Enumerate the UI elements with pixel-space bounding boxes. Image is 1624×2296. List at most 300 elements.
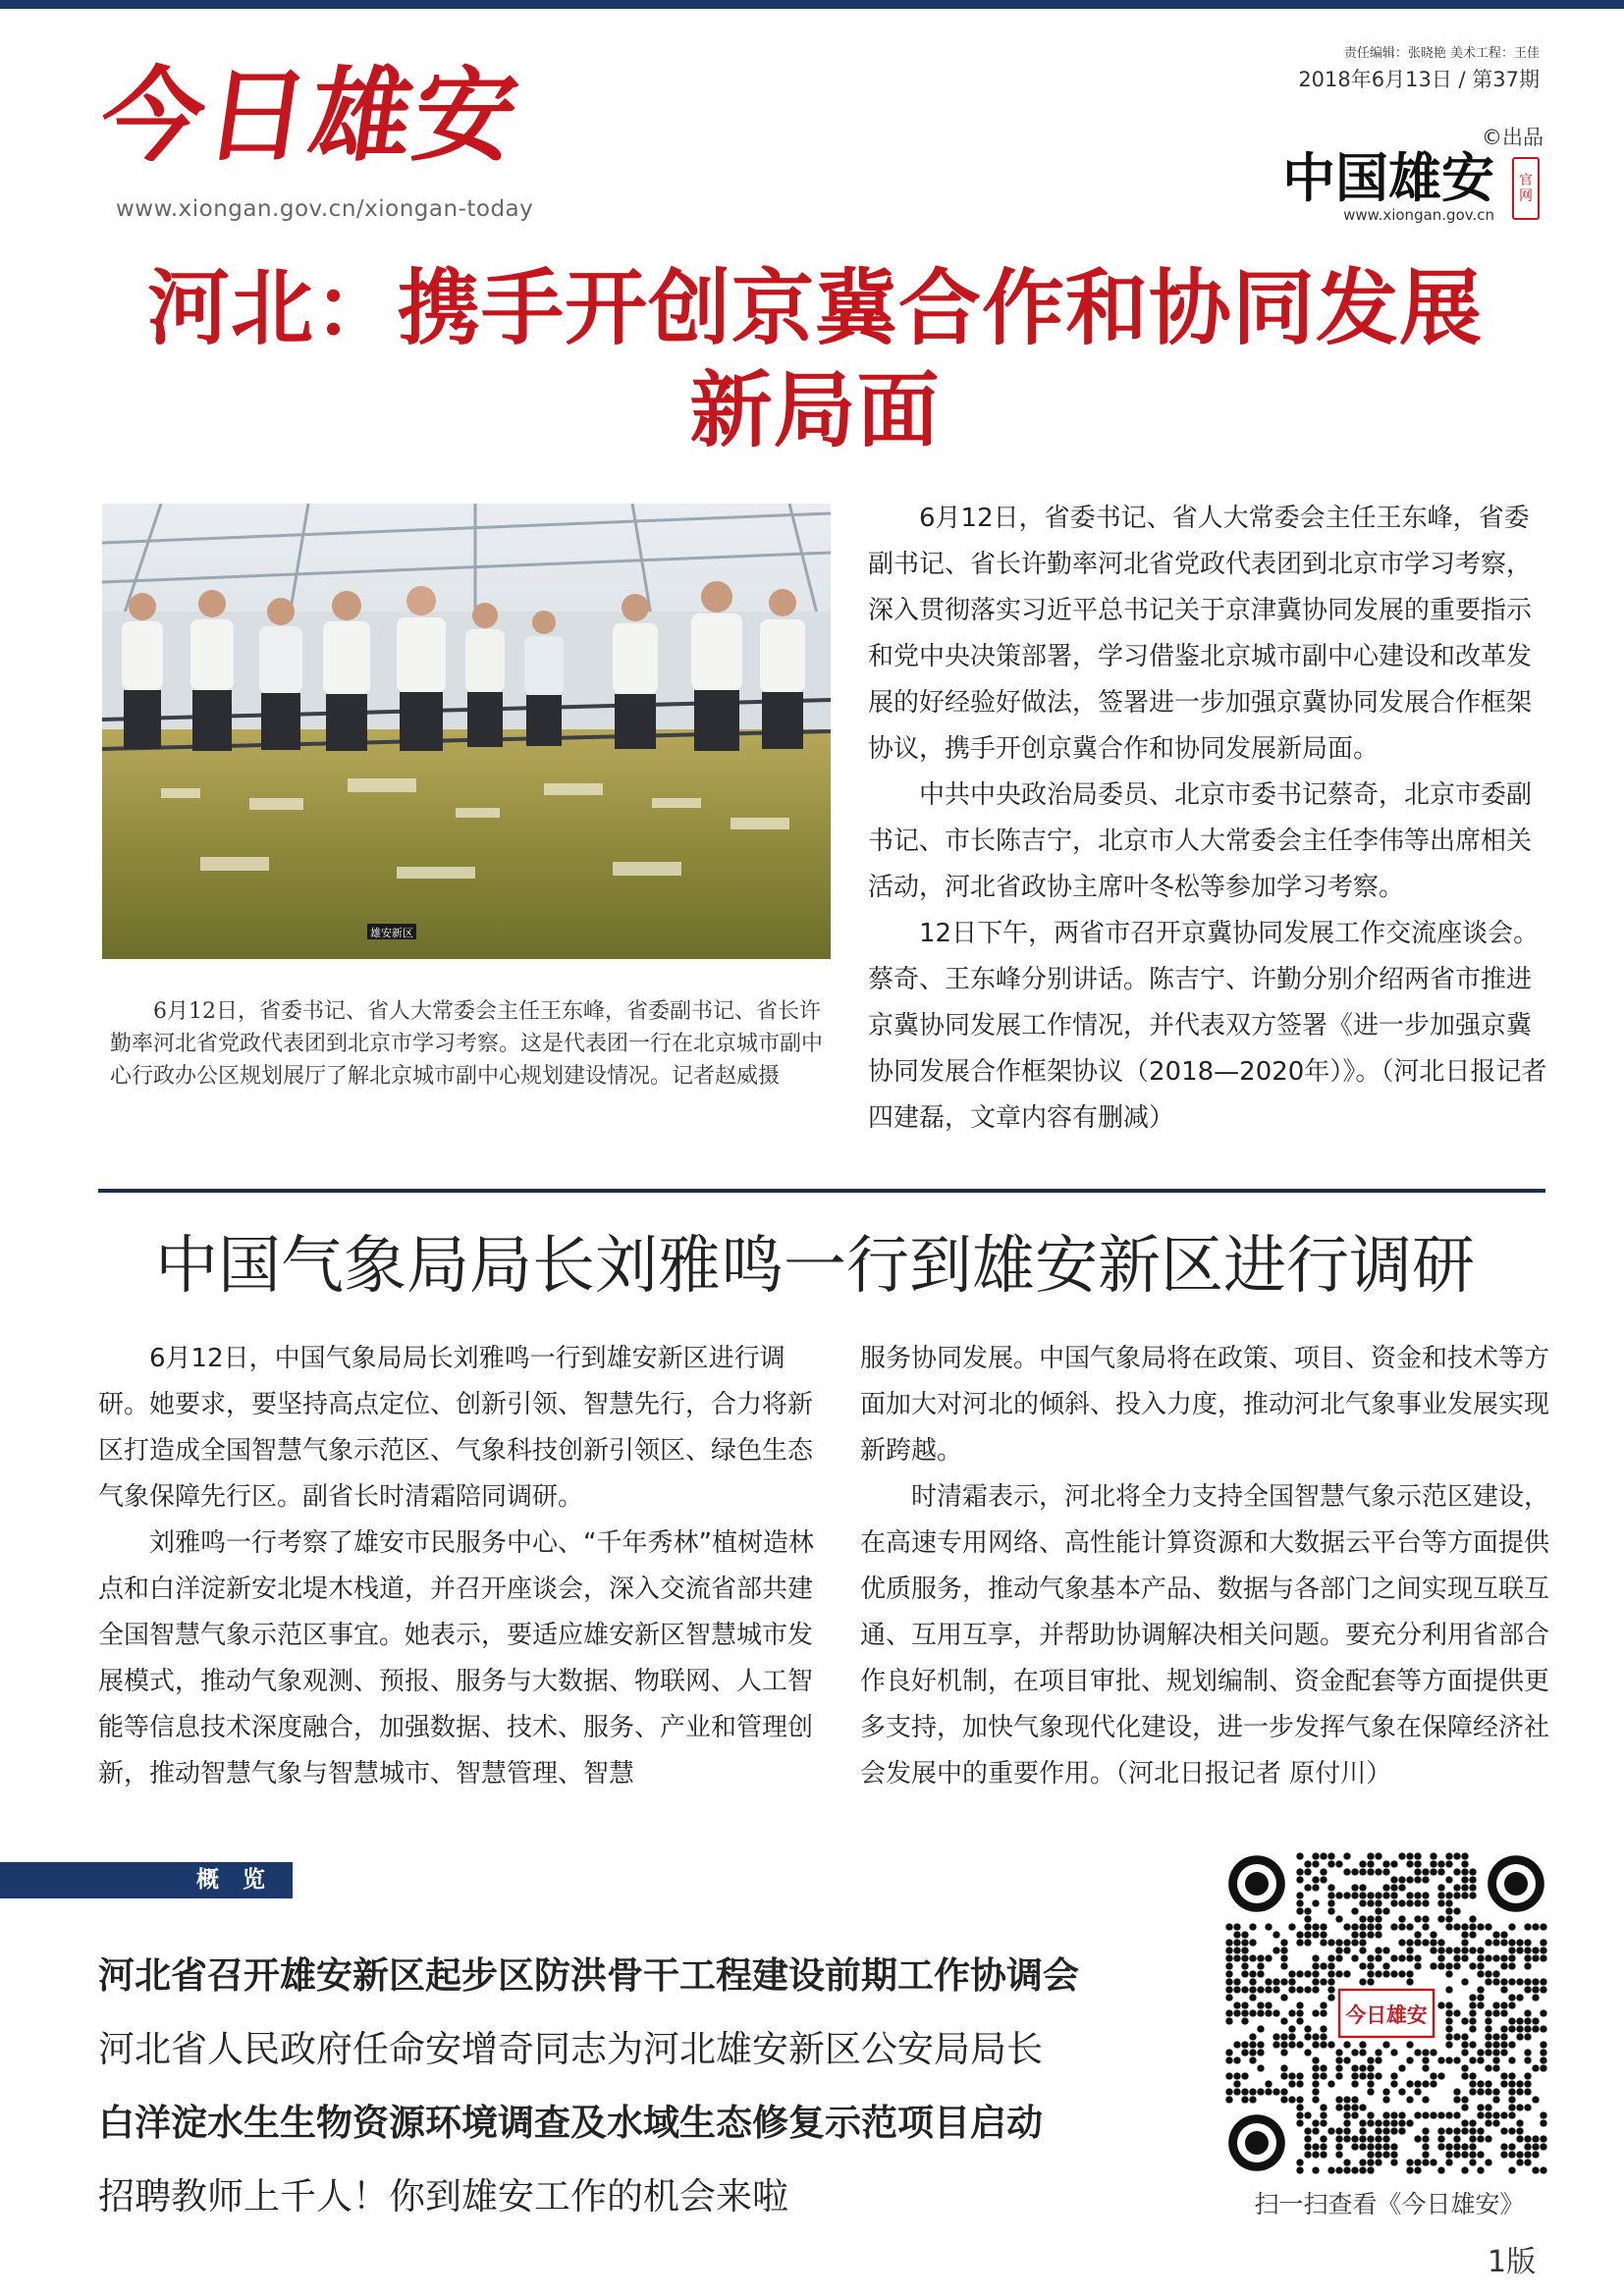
qr-module: [1225, 2017, 1232, 2024]
qr-module: [1359, 1884, 1366, 1891]
qr-module: [1516, 2127, 1523, 2134]
qr-module: [1335, 1939, 1342, 1946]
qr-module: [1532, 2017, 1539, 2024]
qr-module: [1524, 1978, 1531, 1985]
qr-module: [1335, 2096, 1342, 2103]
qr-module: [1225, 2009, 1232, 2016]
qr-module: [1461, 1852, 1468, 1859]
qr-module: [1398, 1884, 1405, 1891]
qr-module: [1398, 2119, 1405, 2126]
qr-module: [1320, 1923, 1326, 1930]
qr-module: [1367, 1923, 1374, 1930]
qr-module: [1265, 1986, 1272, 1993]
qr-module: [1304, 1868, 1311, 1875]
article1-paragraph-3: 12日下午，两省市召开京冀协同发展工作交流座谈会。蔡奇、王东峰分别讲话。陈吉宁、许勤分别介绍两省市推进京冀协同发展工作情况，并代表双方签署《进一步加强京冀协同发展合作框架协议（2018—2020年）》。（河北日报记者 四建磊，文章内容有删减）: [868, 919, 1547, 1133]
qr-module: [1359, 2049, 1366, 2056]
qr-module: [1312, 2143, 1319, 2150]
qr-module: [1437, 1947, 1444, 1953]
qr-module: [1225, 1986, 1232, 1993]
qr-module: [1492, 2088, 1499, 2095]
qr-module: [1532, 2025, 1539, 2032]
qr-module: [1288, 1923, 1295, 1930]
qr-module: [1272, 2009, 1279, 2016]
qr-module: [1508, 2056, 1515, 2063]
qr-module: [1469, 2041, 1476, 2048]
qr-module: [1390, 2143, 1397, 2150]
qr-module: [1265, 2088, 1272, 2095]
qr-module: [1233, 1947, 1240, 1953]
qr-module: [1437, 2166, 1444, 2173]
qr-module: [1367, 2080, 1374, 2087]
qr-module: [1540, 1923, 1546, 1930]
qr-module: [1257, 2049, 1264, 2056]
overview-item[interactable]: 招聘教师上千人！你到雄安工作的机会来啦: [98, 2175, 788, 2217]
qr-module: [1225, 1923, 1232, 1930]
qr-module: [1540, 1986, 1546, 1993]
qr-module: [1359, 1939, 1366, 1946]
qr-caption: 扫一扫查看《今日雄安》: [1254, 2190, 1525, 2218]
qr-module: [1351, 1868, 1358, 1875]
qr-module: [1249, 2088, 1256, 2095]
qr-module: [1359, 2104, 1366, 2110]
qr-module: [1327, 2127, 1334, 2134]
qr-module: [1477, 1923, 1484, 1930]
qr-module: [1422, 2111, 1429, 2118]
qr-module: [1225, 2096, 1232, 2103]
qr-module: [1343, 2041, 1350, 2048]
qr-module: [1398, 2064, 1405, 2071]
qr-module: [1327, 2166, 1334, 2173]
qr-module: [1375, 2056, 1381, 2063]
qr-module: [1492, 1970, 1499, 1977]
article1-headline: [59, 257, 1571, 461]
publisher-url[interactable]: www.xiongan.gov.cn: [1343, 206, 1494, 224]
qr-module: [1390, 2080, 1397, 2087]
qr-module: [1280, 1978, 1287, 1985]
qr-module: [1327, 1939, 1334, 1946]
qr-module: [1485, 1939, 1491, 1946]
qr-module: [1524, 2072, 1531, 2079]
qr-module: [1265, 2009, 1272, 2016]
qr-module: [1461, 1868, 1468, 1875]
qr-module: [1249, 1954, 1256, 1961]
qr-module: [1351, 2072, 1358, 2079]
qr-module: [1390, 2049, 1397, 2056]
qr-module: [1312, 1970, 1319, 1977]
qr-module: [1304, 1986, 1311, 1993]
qr-module: [1359, 2143, 1366, 2150]
qr-module: [1367, 2166, 1374, 2173]
qr-module: [1241, 2072, 1248, 2079]
qr-module: [1359, 2135, 1366, 2142]
qr-module: [1382, 2096, 1389, 2103]
qr-module: [1257, 1970, 1264, 1977]
qr-module: [1296, 1868, 1303, 1875]
qr-module: [1351, 2166, 1358, 2173]
qr-module: [1469, 1994, 1476, 2001]
qr-module: [1320, 2143, 1326, 2150]
qr-finder-top-right: [1488, 1855, 1544, 1912]
qr-module: [1312, 2166, 1319, 2173]
qr-module: [1375, 1970, 1381, 1977]
qr-module: [1280, 1954, 1287, 1961]
qr-module: [1233, 2072, 1240, 2079]
qr-module: [1453, 1852, 1460, 1859]
qr-module: [1320, 2111, 1326, 2118]
qr-module: [1327, 1892, 1334, 1898]
qr-module: [1477, 1962, 1484, 1969]
qr-module: [1437, 1892, 1444, 1898]
qr-module: [1414, 1852, 1421, 1859]
qr-module: [1296, 1899, 1303, 1906]
qr-module: [1485, 2111, 1491, 2118]
qr-module: [1320, 2064, 1326, 2071]
photo-model-sign: 雄安新区: [370, 927, 413, 939]
qr-module: [1453, 1923, 1460, 1930]
qr-module: [1327, 1978, 1334, 1985]
qr-module: [1492, 2096, 1499, 2103]
issue-date: 2018年6月13日 / 第37期: [1298, 68, 1540, 91]
qr-module: [1288, 1978, 1295, 1985]
qr-module: [1422, 2049, 1429, 2056]
qr-module: [1445, 2002, 1452, 2008]
qr-module: [1312, 2088, 1319, 2095]
qr-module: [1398, 1852, 1405, 1859]
qr-module: [1241, 1954, 1248, 1961]
qr-module: [1296, 1876, 1303, 1883]
qr-module: [1359, 1915, 1366, 1922]
qr-module: [1359, 2159, 1366, 2165]
qr-module: [1382, 2111, 1389, 2118]
qr-module: [1532, 2096, 1539, 2103]
qr-module: [1516, 1994, 1523, 2001]
qr-module: [1492, 1978, 1499, 1985]
qr-module: [1375, 2151, 1381, 2158]
qr-module: [1445, 2143, 1452, 2150]
qr-module: [1233, 1954, 1240, 1961]
qr-module: [1437, 1962, 1444, 1969]
qr-module: [1532, 1978, 1539, 1985]
qr-module: [1430, 2111, 1436, 2118]
qr-module: [1335, 1954, 1342, 1961]
overview-item[interactable]: 河北省人民政府任命安增奇同志为河北雄安新区公安局局长: [98, 2028, 1043, 2070]
qr-module: [1265, 1978, 1272, 1985]
qr-module: [1406, 2119, 1413, 2126]
qr-module: [1445, 1915, 1452, 1922]
qr-module: [1359, 2166, 1366, 2173]
qr-module: [1485, 1970, 1491, 1977]
qr-module: [1304, 2111, 1311, 2118]
qr-module: [1367, 2064, 1374, 2071]
qr-module: [1241, 1931, 1248, 1938]
qr-module: [1453, 1868, 1460, 1875]
qr-module: [1351, 2111, 1358, 2118]
qr-module: [1540, 2166, 1546, 2173]
qr-module: [1469, 2127, 1476, 2134]
qr-module: [1445, 2033, 1452, 2040]
qr-module: [1320, 2002, 1326, 2008]
qr-module: [1540, 2064, 1546, 2071]
qr-module: [1461, 2072, 1468, 2079]
qr-module: [1312, 1978, 1319, 1985]
qr-module: [1516, 1978, 1523, 1985]
qr-module: [1469, 2135, 1476, 2142]
overview-item[interactable]: 白洋淀水生生物资源环境调查及水域生态修复示范项目启动: [98, 2102, 1043, 2144]
qr-module: [1492, 2119, 1499, 2126]
qr-module: [1492, 2049, 1499, 2056]
qr-module: [1430, 2080, 1436, 2087]
qr-module: [1335, 2151, 1342, 2158]
qr-module: [1335, 2064, 1342, 2071]
qr-module: [1390, 1892, 1397, 1898]
qr-module: [1453, 2009, 1460, 2016]
qr-module: [1500, 2111, 1507, 2118]
qr-module: [1492, 2009, 1499, 2016]
qr-module: [1461, 1923, 1468, 1930]
qr-module: [1461, 2119, 1468, 2126]
qr-module: [1304, 2127, 1311, 2134]
qr-module: [1375, 1954, 1381, 1961]
qr-module: [1508, 1947, 1515, 1953]
qr-module: [1375, 2072, 1381, 2079]
qr-module: [1375, 1892, 1381, 1898]
qr-module: [1492, 2002, 1499, 2008]
qr-module: [1430, 1852, 1436, 1859]
qr-module: [1516, 2135, 1523, 2142]
qr-module: [1304, 2151, 1311, 2158]
qr-module: [1343, 1868, 1350, 1875]
qr-module: [1414, 1962, 1421, 1969]
article2-right-column: [860, 1336, 1555, 1797]
qr-module: [1375, 2159, 1381, 2165]
qr-module: [1280, 2041, 1287, 2048]
qr-module: [1508, 1962, 1515, 1969]
qr-module: [1430, 1962, 1436, 1969]
qr-module: [1375, 1923, 1381, 1930]
qr-module: [1422, 1876, 1429, 1883]
qr-module: [1445, 2025, 1452, 2032]
qr-module: [1469, 1876, 1476, 1883]
qr-module: [1398, 1876, 1405, 1883]
qr-module: [1335, 1892, 1342, 1898]
qr-module: [1359, 2072, 1366, 2079]
qr-module: [1272, 2033, 1279, 2040]
qr-module: [1422, 1923, 1429, 1930]
qr-module: [1320, 1876, 1326, 1883]
qr-module: [1461, 2096, 1468, 2103]
overview-item[interactable]: 河北省召开雄安新区起步区防洪骨干工程建设前期工作协调会: [98, 1954, 1079, 1997]
qr-module: [1249, 2009, 1256, 2016]
qr-module: [1288, 2096, 1295, 2103]
qr-module: [1508, 1923, 1515, 1930]
qr-module: [1304, 2143, 1311, 2150]
qr-module: [1430, 1931, 1436, 1938]
qr-module: [1485, 2033, 1491, 2040]
qr-module: [1406, 2166, 1413, 2173]
qr-module: [1540, 2049, 1546, 2056]
qr-module: [1312, 2151, 1319, 2158]
qr-module: [1233, 2088, 1240, 2095]
qr-module: [1233, 2080, 1240, 2087]
page-number: 1版: [1488, 2245, 1537, 2279]
qr-module: [1249, 1994, 1256, 2001]
qr-module: [1445, 1876, 1452, 1883]
qr-module: [1327, 1962, 1334, 1969]
qr-module: [1272, 2041, 1279, 2048]
qr-module: [1241, 2041, 1248, 2048]
qr-module: [1485, 2135, 1491, 2142]
qr-module: [1335, 2166, 1342, 2173]
qr-module: [1375, 2127, 1381, 2134]
qr-module: [1320, 2041, 1326, 2048]
qr-module: [1280, 2064, 1287, 2071]
qr-module: [1500, 1978, 1507, 1985]
qr-module: [1469, 2151, 1476, 2158]
qr-module: [1225, 2049, 1232, 2056]
qr-module: [1453, 2143, 1460, 2150]
qr-module: [1508, 2088, 1515, 2095]
qr-code: [1225, 1852, 1547, 2174]
qr-module: [1524, 2104, 1531, 2110]
qr-module: [1540, 1978, 1546, 1985]
qr-module: [1469, 2119, 1476, 2126]
qr-module: [1500, 2041, 1507, 2048]
qr-module: [1359, 1868, 1366, 1875]
qr-module: [1445, 1860, 1452, 1867]
qr-module: [1265, 2080, 1272, 2087]
qr-module: [1469, 2143, 1476, 2150]
qr-module: [1312, 1954, 1319, 1961]
qr-module: [1312, 2064, 1319, 2071]
qr-module: [1351, 1892, 1358, 1898]
qr-module: [1524, 1954, 1531, 1961]
qr-module: [1327, 1994, 1334, 2001]
qr-module: [1320, 2009, 1326, 2016]
qr-module: [1320, 1962, 1326, 1969]
qr-module: [1453, 2056, 1460, 2063]
qr-module: [1532, 1994, 1539, 2001]
qr-module: [1500, 2002, 1507, 2008]
qr-module: [1437, 2135, 1444, 2142]
qr-module: [1477, 1994, 1484, 2001]
qr-module: [1257, 2002, 1264, 2008]
qr-module: [1469, 1915, 1476, 1922]
qr-module: [1540, 1947, 1546, 1953]
qr-module: [1280, 2096, 1287, 2103]
qr-module: [1241, 1947, 1248, 1953]
qr-module: [1485, 2009, 1491, 2016]
qr-module: [1225, 1954, 1232, 1961]
qr-module: [1453, 2151, 1460, 2158]
qr-module: [1296, 1852, 1303, 1859]
qr-module: [1414, 2135, 1421, 2142]
qr-module: [1508, 1954, 1515, 1961]
qr-module: [1375, 1907, 1381, 1914]
publisher-name: 中国雄安: [1282, 146, 1494, 209]
qr-module: [1461, 2064, 1468, 2071]
qr-module: [1500, 2009, 1507, 2016]
qr-module: [1335, 2056, 1342, 2063]
qr-module: [1406, 1852, 1413, 1859]
qr-module: [1327, 1884, 1334, 1891]
qr-module: [1312, 1860, 1319, 1867]
qr-module: [1461, 1954, 1468, 1961]
qr-module: [1359, 1962, 1366, 1969]
qr-module: [1335, 1947, 1342, 1953]
qr-module: [1367, 1954, 1374, 1961]
qr-module: [1508, 1994, 1515, 2001]
qr-module: [1453, 2127, 1460, 2134]
qr-module: [1524, 2009, 1531, 2016]
qr-module: [1437, 2111, 1444, 2118]
qr-module: [1225, 1994, 1232, 2001]
qr-module: [1406, 1860, 1413, 1867]
qr-module: [1398, 1954, 1405, 1961]
qr-module: [1414, 1899, 1421, 1906]
qr-module: [1430, 1939, 1436, 1946]
qr-module: [1485, 2025, 1491, 2032]
qr-module: [1343, 1947, 1350, 1953]
qr-module: [1540, 2025, 1546, 2032]
qr-module: [1327, 1860, 1334, 1867]
qr-module: [1367, 2088, 1374, 2095]
qr-module: [1461, 2041, 1468, 2048]
article2-left-column: [98, 1336, 825, 1797]
qr-module: [1540, 2111, 1546, 2118]
qr-module: [1524, 2056, 1531, 2063]
qr-module: [1461, 1892, 1468, 1898]
qr-module: [1453, 1962, 1460, 1969]
qr-module: [1516, 2017, 1523, 2024]
masthead-url[interactable]: www.xiongan.gov.cn/xiongan-today: [116, 196, 534, 222]
qr-module: [1351, 1954, 1358, 1961]
qr-module: [1367, 1892, 1374, 1898]
qr-module: [1327, 1970, 1334, 1977]
qr-module: [1437, 2072, 1444, 2079]
qr-module: [1249, 2049, 1256, 2056]
produced-by-label: ©出品: [1482, 126, 1543, 149]
qr-module: [1375, 1947, 1381, 1953]
qr-module: [1492, 2111, 1499, 2118]
qr-module: [1485, 2041, 1491, 2048]
qr-module: [1367, 2119, 1374, 2126]
qr-module: [1398, 1970, 1405, 1977]
qr-module: [1343, 2166, 1350, 2173]
qr-module: [1516, 2088, 1523, 2095]
qr-module: [1343, 1939, 1350, 1946]
qr-module: [1343, 1970, 1350, 1977]
qr-module: [1225, 2072, 1232, 2079]
qr-module: [1437, 2143, 1444, 2150]
qr-module: [1382, 1907, 1389, 1914]
qr-module: [1422, 2151, 1429, 2158]
qr-module: [1469, 1884, 1476, 1891]
qr-module: [1540, 2119, 1546, 2126]
qr-module: [1265, 1954, 1272, 1961]
qr-module: [1257, 1962, 1264, 1969]
qr-module: [1445, 1962, 1452, 1969]
qr-module: [1469, 1868, 1476, 1875]
qr-module: [1437, 1860, 1444, 1867]
overview-section-tab: [0, 1862, 293, 1898]
publisher-logo: [1282, 122, 1551, 230]
qr-module: [1461, 1939, 1468, 1946]
qr-module: [1390, 2111, 1397, 2118]
qr-module: [1320, 2119, 1326, 2126]
qr-module: [1485, 2017, 1491, 2024]
qr-module: [1469, 1923, 1476, 1930]
qr-module: [1320, 2033, 1326, 2040]
